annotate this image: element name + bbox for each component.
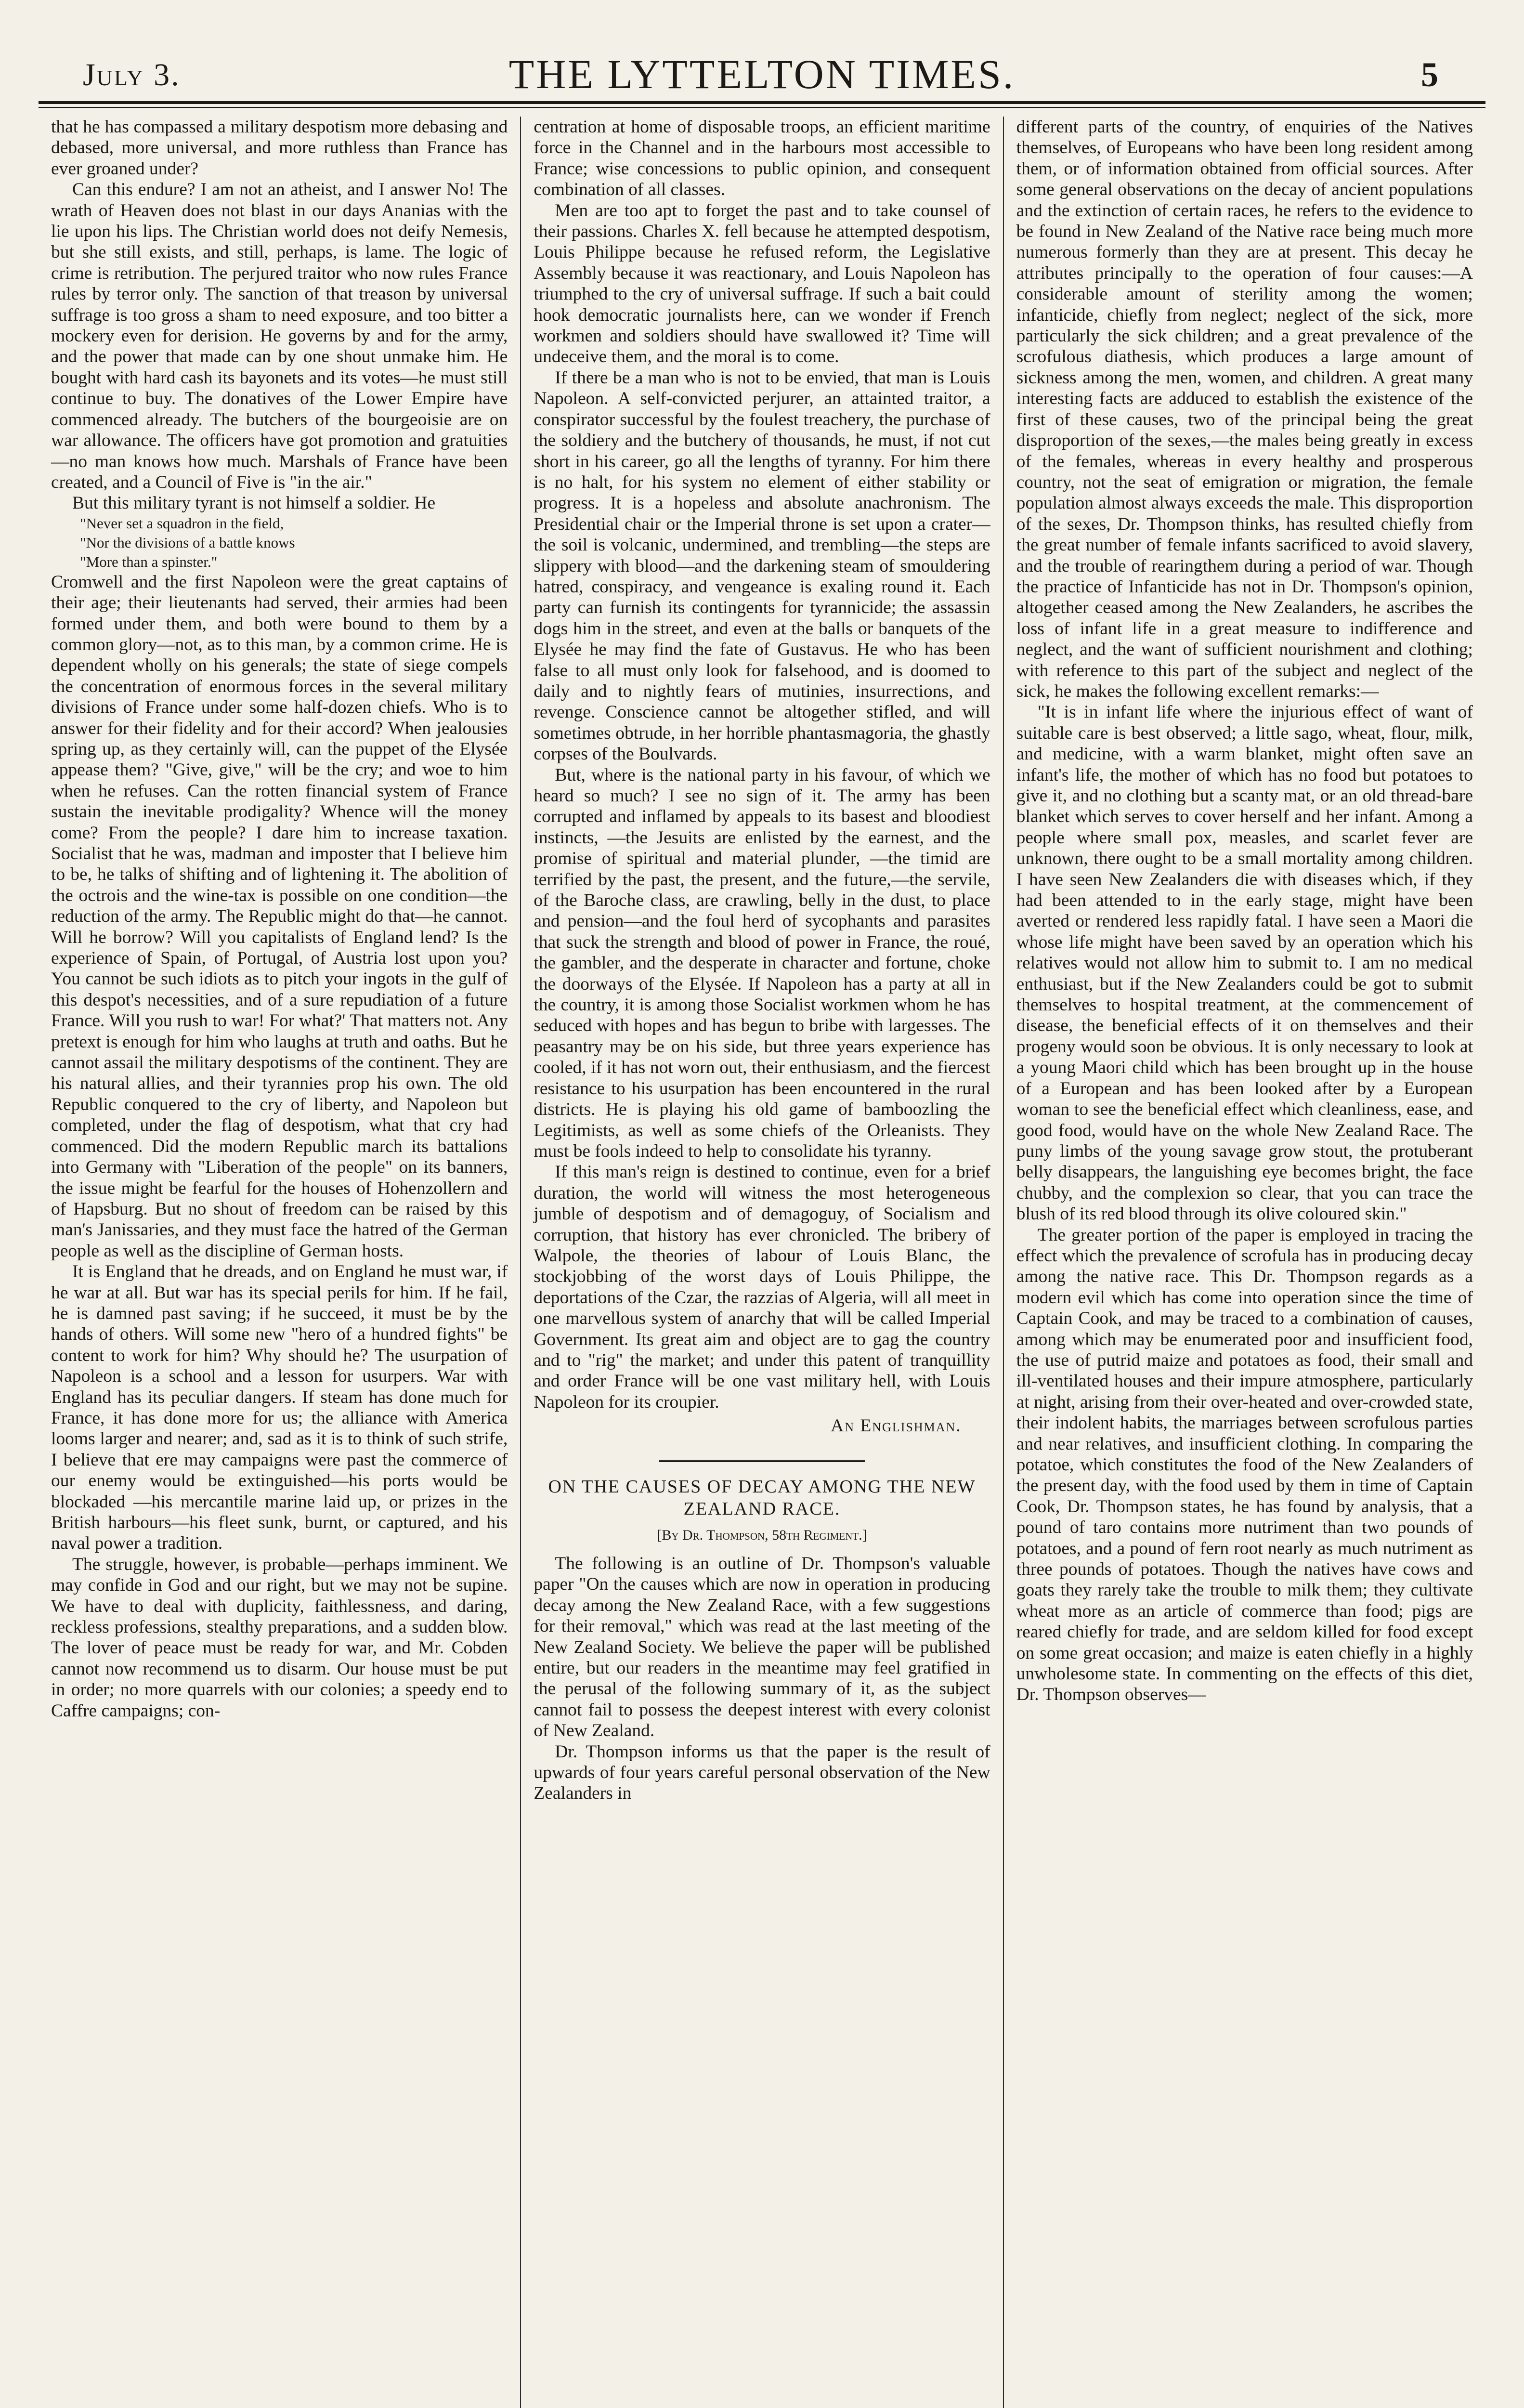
quotation-line: "Never set a squadron in the field, bbox=[80, 514, 284, 532]
paragraph: centration at home of disposable troops, an efficient maritime force in the Channel and in the harbours most accessible to France; wise concessions to public opinion, and consequent combination of all classes. bbox=[534, 117, 990, 200]
quotation-line: "Nor the divisions of a battle knows bbox=[80, 534, 295, 551]
column-2 bbox=[521, 117, 1003, 2408]
paragraph: that he has compassed a military despotism more debasing and debased, more universal, and more ruthless than France has ever groaned under? bbox=[51, 117, 508, 179]
paragraph: Men are too apt to forget the past and to take counsel of their passions. Charles X. fell because he attempted despotism, Louis Philippe because he refused reform, the Legislative Assembly because it was reactionary, and Louis Napoleon has triumphed to the cry of universal suffrage. If such a bait could hook democratic journalists here, can we wonder if French workmen and soldiers should have swallowed it? Time will undeceive them, and the moral is to come. bbox=[534, 200, 990, 367]
column-1 bbox=[39, 117, 520, 2408]
paragraph: different parts of the country, of enquiries of the Natives themselves, of Europeans who have been long resident among them, or of information obtained from official sources. After some general observations on the decay of ancient populations and the extinction of certain races, he refers to the evidence to be found in New Zealand of the Native race being much more numerous formerly than they are at present. This decay he attributes principally to the operation of four causes:—A considerable amount of sterility among the women; infanticide, chiefly from neglect; neglect of the sick, more particularly the sick children; and a great prevalence of the scrofulous diathesis, which produces a large amount of sickness among the men, women, and children. A great many interesting facts are adduced to establish the existence of the first of these causes, two of the principal being the great disproportion of the sexes,—the males being greatly in excess of the females, whereas in every healthy and prosperous country, not the seat of emigration or migration, the female population almost always exceeds the male. This disproportion of the sexes, Dr. Thompson thinks, has resulted chiefly from the great number of female infants sacrificed to avoid slavery, and the trouble of rearingthem during a period of war. Though the practice of Infanticide has not in Dr. Thompson's opinion, altogether ceased among the New Zealanders, he ascribes the loss of infant life in a great measure to indifference and neglect, and the want of sufficient nourishment and clothing; with reference to this part of the subject and neglect of the sick, he makes the following excellent remarks:— bbox=[1016, 117, 1473, 701]
paragraph: Cromwell and the first Napoleon were the great captains of their age; their lieutenants had served, their armies had been formed under them, and both were bound to them by a common glory—not, as to this man, by a common crime. He is dependent wholly on his generals; the state of siege compels the concentration of enormous forces in the several military divisions of France under some half-dozen chiefs. Who is to answer for their fidelity and for their accord? When jealousies spring up, as they certainly will, can the puppet of the Elysée appease them? "Give, give," will be the cry; and woe to him when he refuses. Can the rotten financial system of France sustain the inevitable prodigality? Whence will the money come? From the people? I dare him to increase taxation. Socialist that he was, madman and imposter that I believe him to be, he talks of shifting and of lightening it. The abolition of the octrois and the wine-tax is possible on one condition—the reduction of the army. The Republic might do that—he cannot. Will he borrow? Will you capitalists of England lend? Is the experience of Spain, of Portugal, of Austria lost upon you? You cannot be such idiots as to pitch your ingots in the gulf of this despot's necessities, and of a sure repudiation of a future France. Will you rush to war! For what?' That matters not. Any pretext is enough for him who laughs at truth and oaths. But he cannot assail the military despotisms of the continent. They are his natural allies, and their tyrannies prop his own. The old Republic conquered to the cry of liberty, and Napoleon but completed, under the flag of despotism, what that cry had commenced. Did the modern Republic march its battalions into Germany with "Liberation of the people" on its banners, the issue might be fearful for the houses of Hohenzollern and of Hapsburg. But no shout of freedom can be raised by this man's Janissaries, and they must face the hatred of the German people as well as the discipline of German hosts. bbox=[51, 572, 508, 1261]
article-byline: [By Dr. Thompson, 58th Regiment.] bbox=[657, 1527, 867, 1543]
paragraph: Can this endure? I am not an atheist, and I answer No! The wrath of Heaven does not blast in our days Ananias with the lie upon his lips. The Christian world does not deify Nemesis, but she still exists, and still, perhaps, is lame. The logic of crime is retribution. The perjured traitor who now rules France rules by terror only. The sanction of that treason by universal suffrage is too gross a sham to need exposure, and too bitter a mockery even for derision. He governs by and for the army, and the power that made can by one shout unmake him. He bought with hard cash its bayonets and its votes—he must still continue to buy. The donatives of the Lower Empire have commenced already. The butchers of the bourgeoisie are on war allowance. The officers have got promotion and gratuities—no man knows how much. Marshals of France have been created, and a Council of Five is "in the air." bbox=[51, 180, 508, 492]
paragraph: If there be a man who is not to be envied, that man is Louis Napoleon. A self-convicted perjurer, an attainted traitor, a conspirator successful by the foulest treachery, the purchase of the soldiery and the butchery of thousands, he must, if not cut short in his career, go all the lengths of tyranny. For him there is no halt, for his system no element of either stability or progress. It is a hopeless and absolute anachronism. The Presidential chair or the Imperial throne is set upon a crater—the soil is volcanic, undermined, and trembling—the steps are slippery with blood—and the darkening steam of smouldering hatred, conspiracy, and vengeance is exaling round it. Each party can furnish its contingents for tyrannicide; the assassin dogs him in the street, and even at the balls or banquets of the Elysée he may find the fate of Gustavus. He who has been false to all must only look for falsehood, and is doomed to daily and to nightly fears of mutinies, insurrections, and revenge. Conscience cannot be altogether stifled, and will sometimes obtrude, in her horrible phantasmagoria, the ghastly corpses of the Boulvards. bbox=[534, 367, 990, 764]
paragraph: The struggle, however, is probable—perhaps imminent. We may confide in God and our right, but we may not be supine. We have to deal with duplicity, faithlessness, and daring, reckless professions, stealthy preparations, and a sudden blow. The lover of peace must be ready for war, and Mr. Cobden cannot now recommend us to disarm. Our house must be put in order; no more quarrels with our colonies; a speedy end to Caffre campaigns; con- bbox=[51, 1554, 508, 1721]
paragraph: If this man's reign is destined to continue, even for a brief duration, the world will witness the most heterogeneous jumble of despotism and of demagoguy, of Socialism and corruption, that history has ever chronicled. The bribery of Walpole, the theories of labour of Louis Blanc, the stockjobbing of the worst days of Louis Philippe, the deportations of the Czar, the razzias of Algeria, will all meet in one marvellous system of anarchy that will be called Imperial Government. Its great aim and object are to gag the country and to "rig" the market; and under this patent of tranquillity and order France will be one vast military hell, with Louis Napoleon for its croupier. bbox=[534, 1162, 990, 1412]
paragraph: "It is in infant life where the injurious effect of want of suitable care is best observed; a little sago, wheat, flour, milk, and medicine, with a warm blanket, might often save an infant's life, the mother of which has no food but potatoes to give it, and no clothing but a scanty mat, or an old thread-bare blanket which serves to cover herself and her infant. Among a people where small pox, measles, and scarlet fever are unknown, there ought to be a small mortality among children. I have seen New Zealanders die with diseases which, if they had been attended to in the early stage, might have been averted or rendered less rapidly fatal. I have seen a Maori die whose life might have been saved by an operation which his relatives would not allow him to submit to. I am no medical enthusiast, but if the New Zealanders could be got to submit themselves to hospital treatment, at the commencement of disease, the beneficial effects of it on themselves and their progeny would soon be obvious. It is only necessary to look at a young Maori child which has been brought up in the house of a European and has been looked after by a European woman to see the beneficial effect which cleanliness, ease, and good food, would have on the whole New Zealand Race. The puny limbs of the young savage grow stout, the protuberant belly disappears, the languishing eye becomes bright, the face chubby, and the complexion so clear, that you can trace the blush of its red blood through its olive coloured skin." bbox=[1016, 702, 1473, 1224]
paragraph: The following is an outline of Dr. Thompson's valuable paper "On the causes which are now in operation in producing decay among the New Zealand Race, with a few suggestions for their removal," which was read at the last meeting of the New Zealand Society. We believe the paper will be published entire, but our readers in the meantime may feel gratified in the perusal of the following summary of it, as the subject cannot fail to possess the deepest interest with every colonist of New Zealand. bbox=[534, 1554, 990, 1741]
article-signature: An Englishman. bbox=[831, 1416, 962, 1436]
page-number: 5 bbox=[1421, 55, 1438, 94]
paragraph: But, where is the national party in his favour, of which we heard so much? I see no sign of it. The army has been corrupted and inflamed by appeals to its basest and bloodiest instincts, —the Jesuits are enlisted by the earnest, and the promise of spiritual and material plunder, —the timid are terrified by the past, the present, and the future,—the servile, of the Baroche class, are crawling, belly in the dust, to place and pension—and the foul herd of sycophants and parasites that suck the strength and blood of power in France, the roué, the gambler, and the desperate in character and fortune, choke the doorways of the Elysée. If Napoleon has a party at all in the country, it is among those Socialist workmen whom he has seduced with hopes and has begun to bribe with largesses. The peasantry may be on his side, but three years experience has cooled, if it has not worn out, their enthusiasm, and the fiercest resistance to his usurpation has been encountered in the rural districts. He is playing his old game of bamboozling the Legitimists, as well as some chiefs of the Orleanists. They must be fools indeed to help to consolidate his tyranny. bbox=[534, 765, 990, 1161]
paragraph: It is England that he dreads, and on England he must war, if he war at all. But war has its special perils for him. If he fail, he is damned past saving; if he succeed, it must be by the hands of others. Will some new "hero of a hundred fights" be content to work for him? Why should he? The usurpation of Napoleon is a school and a lesson for usurpers. War with England has its peculiar dangers. If steam has done much for France, it has done more for us; the alliance with America looms larger and nearer; and, sad as it is to think of such strife, I believe that ere may campaigns were past the commerce of our enemy would be extinguished—his ports would be blockaded —his mercantile marine laid up, or prizes in the British harbours—his fleet sunk, burnt, or captured, and his naval power a tradition. bbox=[51, 1262, 508, 1554]
paragraph: The greater portion of the paper is employed in tracing the effect which the prevalence of scrofula has in producing decay among the native race. This Dr. Thompson regards as a modern evil which has come into operation since the time of Captain Cook, and may be traced to a combination of causes, among which may be enumerated poor and insufficient food, the use of putrid maize and potatoes as food, their small and ill-ventilated houses and their impure atmosphere, particularly at night, arising from their over-heated and over-crowded state, their indolent habits, the marriages between scrofulous parties and near relatives, and insufficient clothing. In comparing the potatoe, which constitutes the food of the New Zealanders of the present day, with the food used by them in time of Captain Cook, Dr. Thompson states, he has found by analysis, that a pound of taro contains more nutriment than two pounds of potatoes, and a pound of fern root nearly as much nutriment as three pounds of potatoes. Though the natives have cows and goats they rarely take the trouble to milk them; they cultivate wheat more as an article of commerce than food; pigs are reared chiefly for trade, and are seldom killed for food except on some great occasion; and maize is eaten chiefly in a highly unwholesome state. In commenting on the effects of this diet, Dr. Thompson observes— bbox=[1016, 1225, 1473, 1705]
paragraph: But this military tyrant is not himself a soldier. He bbox=[72, 493, 436, 513]
masthead bbox=[39, 0, 1485, 101]
quotation-line: "More than a spinster." bbox=[80, 553, 218, 570]
newspaper-title: THE LYTTELTON TIMES. bbox=[508, 51, 1016, 97]
article-columns bbox=[39, 117, 1485, 2408]
masthead-rule bbox=[39, 101, 1485, 104]
column-3 bbox=[1004, 117, 1485, 2408]
article-separator bbox=[659, 1460, 865, 1462]
paragraph: Dr. Thompson informs us that the paper is the result of upwards of four years careful personal observation of the New Zealanders in bbox=[534, 1741, 990, 1804]
issue-date: July 3. bbox=[83, 57, 181, 92]
masthead-rule-thin bbox=[39, 107, 1485, 108]
article-headline: ON THE CAUSES OF DECAY AMONG THE NEW ZEALAND RACE. bbox=[548, 1476, 976, 1519]
